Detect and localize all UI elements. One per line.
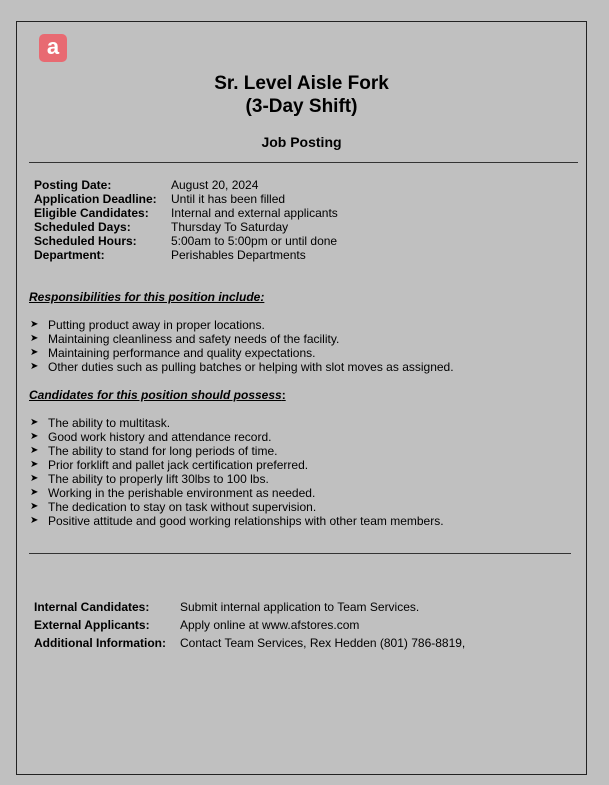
detail-row	[34, 234, 338, 248]
list-item: ➤ Working in the perishable environment as needed.	[30, 486, 316, 500]
detail-label: Scheduled Hours:	[34, 234, 137, 248]
contact-label: Additional Information:	[34, 636, 166, 650]
arrow-bullet-icon: ➤	[30, 319, 39, 330]
list-item: ➤ Positive attitude and good working relationships with other team members.	[30, 514, 444, 528]
detail-row	[34, 206, 338, 220]
detail-label: Scheduled Days:	[34, 220, 131, 234]
contact-row	[34, 616, 465, 634]
document-page	[16, 21, 587, 775]
job-title-line1: Sr. Level Aisle Fork	[214, 73, 389, 94]
list-item: ➤ Other duties such as pulling batches or helping with slot moves as assigned.	[30, 360, 454, 374]
divider-bottom	[29, 553, 571, 554]
detail-row	[34, 248, 338, 262]
arrow-bullet-icon: ➤	[30, 473, 39, 484]
detail-label: Department:	[34, 248, 105, 262]
list-item: ➤ The dedication to stay on task without supervision.	[30, 500, 317, 514]
contact-value: Submit internal application to Team Services.	[180, 600, 420, 614]
arrow-bullet-icon: ➤	[30, 361, 39, 372]
detail-row	[34, 220, 338, 234]
contact-value: Apply online at www.afstores.com	[180, 618, 360, 632]
job-posting-subtitle: Job Posting	[261, 134, 342, 150]
detail-label: Posting Date:	[34, 178, 112, 192]
arrow-bullet-icon: ➤	[30, 417, 39, 428]
contact-label: External Applicants:	[34, 618, 150, 632]
list-item: ➤ Good work history and attendance record.	[30, 430, 272, 444]
list-item: ➤ The ability to stand for long periods of time.	[30, 444, 278, 458]
detail-value: Perishables Departments	[171, 248, 306, 262]
job-title-line2: (3-Day Shift)	[245, 96, 358, 117]
responsibilities-heading: Responsibilities for this position include:	[29, 290, 265, 304]
arrow-bullet-icon: ➤	[30, 333, 39, 344]
arrow-bullet-icon: ➤	[30, 431, 39, 442]
detail-label: Eligible Candidates:	[34, 206, 149, 220]
detail-row	[34, 192, 338, 206]
contact-row	[34, 598, 465, 616]
company-logo: a	[39, 34, 67, 62]
arrow-bullet-icon: ➤	[30, 459, 39, 470]
detail-value: 5:00am to 5:00pm or until done	[171, 234, 338, 248]
list-item: ➤ Prior forklift and pallet jack certification preferred.	[30, 458, 309, 472]
arrow-bullet-icon: ➤	[30, 515, 39, 526]
divider-top	[29, 162, 578, 163]
arrow-bullet-icon: ➤	[30, 347, 39, 358]
list-item: ➤ Maintaining performance and quality expectations.	[30, 346, 316, 360]
detail-value: Thursday To Saturday	[171, 220, 289, 234]
list-item: ➤ Maintaining cleanliness and safety needs of the facility.	[30, 332, 340, 346]
list-item: ➤ The ability to properly lift 30lbs to 100 lbs.	[30, 472, 269, 486]
list-item: ➤ The ability to multitask.	[30, 416, 171, 430]
contact-info	[34, 598, 465, 652]
qualifications-list	[30, 416, 444, 528]
arrow-bullet-icon: ➤	[30, 487, 39, 498]
responsibilities-list	[30, 318, 454, 374]
arrow-bullet-icon: ➤	[30, 501, 39, 512]
detail-value: Internal and external applicants	[171, 206, 338, 220]
posting-details	[34, 178, 338, 262]
contact-row	[34, 634, 465, 652]
detail-value: August 20, 2024	[171, 178, 259, 192]
contact-value: Contact Team Services, Rex Hedden (801) 786-8819,	[180, 636, 466, 650]
list-item: ➤ Putting product away in proper locations.	[30, 318, 265, 332]
contact-label: Internal Candidates:	[34, 600, 150, 614]
detail-label: Application Deadline:	[34, 192, 157, 206]
arrow-bullet-icon: ➤	[30, 445, 39, 456]
detail-value: Until it has been filled	[171, 192, 286, 206]
detail-row	[34, 178, 338, 192]
qualifications-heading: Candidates for this position should possess:	[29, 388, 286, 402]
